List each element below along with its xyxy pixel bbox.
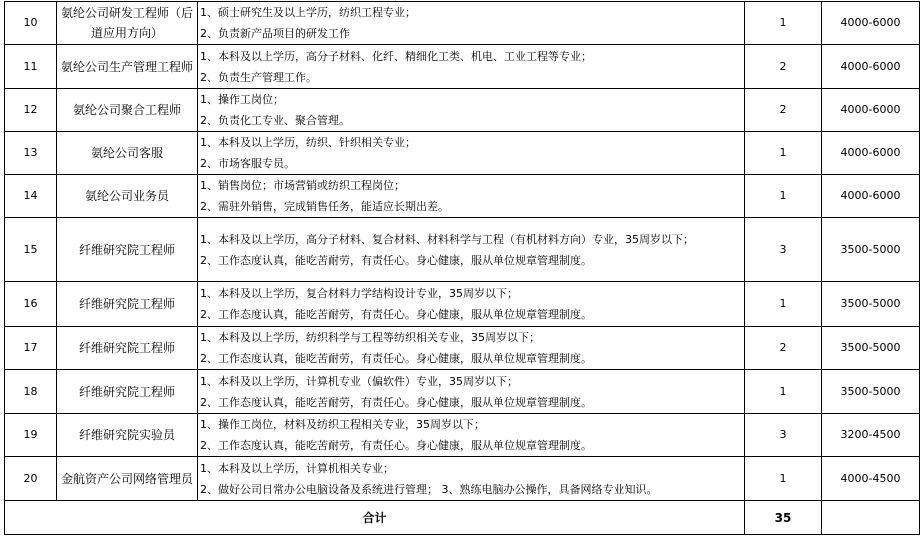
requirements-cell <box>198 327 745 370</box>
requirements-cell <box>198 2 745 45</box>
job-table <box>4 1 920 535</box>
total-label: 合计 <box>5 501 745 535</box>
row-number: 11 <box>5 45 57 89</box>
position-title: 纤维研究院工程师 <box>57 218 198 282</box>
row-number: 10 <box>5 2 57 45</box>
table-row <box>5 89 920 132</box>
requirement-line: 2、工作态度认真，能吃苦耐劳，有责任心。身心健康，服从单位规章管理制度。 <box>200 253 592 267</box>
row-number: 16 <box>5 282 57 327</box>
job-table-body <box>5 2 920 535</box>
table-row <box>5 282 920 327</box>
salary-range: 3500-5000 <box>822 282 920 327</box>
requirement-line: 1、本科及以上学历，计算机相关专业； <box>200 461 394 475</box>
requirement-line: 2、负责新产品项目的研发工作 <box>200 27 350 40</box>
headcount: 1 <box>745 175 822 218</box>
requirement-line: 1、操作工岗位； <box>200 93 284 106</box>
requirement-line: 1、本科及以上学历，高分子材料、复合材料、材料科学与工程（有机材料方向）专业，35周岁以下； <box>200 232 694 246</box>
salary-range: 3500-5000 <box>822 370 920 414</box>
table-row <box>5 175 920 218</box>
row-number: 18 <box>5 370 57 414</box>
total-salary-empty <box>822 501 920 535</box>
salary-range: 4000-4500 <box>822 457 920 501</box>
row-number: 15 <box>5 218 57 282</box>
table-row <box>5 218 920 282</box>
headcount: 2 <box>745 89 822 132</box>
salary-range: 3200-4500 <box>822 414 920 457</box>
requirement-line: 2、工作态度认真，能吃苦耐劳，有责任心。身心健康，服从单位规章管理制度。 <box>200 308 592 321</box>
headcount: 3 <box>745 414 822 457</box>
position-title: 氨纶公司客服 <box>57 132 198 175</box>
requirements-cell <box>198 370 745 414</box>
position-title: 纤维研究院工程师 <box>57 282 198 327</box>
salary-range: 3500-5000 <box>822 327 920 370</box>
headcount: 1 <box>745 2 822 45</box>
row-number: 13 <box>5 132 57 175</box>
requirement-line: 2、市场客服专员。 <box>200 157 295 170</box>
row-number: 20 <box>5 457 57 501</box>
requirement-line: 2、需驻外销售，完成销售任务，能适应长期出差。 <box>200 200 449 213</box>
row-number: 19 <box>5 414 57 457</box>
headcount: 1 <box>745 282 822 327</box>
headcount: 1 <box>745 132 822 175</box>
requirement-line: 2、工作态度认真，能吃苦耐劳，有责任心。身心健康，服从单位规章管理制度。 <box>200 395 592 409</box>
total-row <box>5 501 920 535</box>
table-row <box>5 370 920 414</box>
requirements-cell <box>198 175 745 218</box>
table-row <box>5 327 920 370</box>
position-title: 氨纶公司业务员 <box>57 175 198 218</box>
requirement-line: 2、负责化工专业、聚合管理。 <box>200 114 350 127</box>
requirement-line: 1、硕士研究生及以上学历，纺织工程专业； <box>200 6 416 19</box>
row-number: 12 <box>5 89 57 132</box>
position-title: 氨纶公司聚合工程师 <box>57 89 198 132</box>
requirements-cell <box>198 132 745 175</box>
salary-range: 4000-6000 <box>822 175 920 218</box>
position-title: 纤维研究院工程师 <box>57 370 198 414</box>
requirement-line: 2、工作态度认真，能吃苦耐劳，有责任心。身心健康，服从单位规章管理制度。 <box>200 439 592 452</box>
requirement-line: 1、销售岗位；市场营销或纺织工程岗位； <box>200 179 405 192</box>
table-row <box>5 457 920 501</box>
requirement-line: 1、操作工岗位，材料及纺织工程相关专业，35周岁以下； <box>200 418 485 431</box>
requirements-cell <box>198 414 745 457</box>
row-number: 17 <box>5 327 57 370</box>
position-title: 金航资产公司网络管理员 <box>57 457 198 501</box>
row-number: 14 <box>5 175 57 218</box>
salary-range: 3500-5000 <box>822 218 920 282</box>
position-title: 氨纶公司生产管理工程师 <box>57 45 198 89</box>
requirement-line: 2、负责生产管理工作。 <box>200 70 317 84</box>
headcount: 2 <box>745 327 822 370</box>
table-row <box>5 132 920 175</box>
requirement-line: 2、工作态度认真，能吃苦耐劳，有责任心。身心健康，服从单位规章管理制度。 <box>200 352 592 365</box>
salary-range: 4000-6000 <box>822 89 920 132</box>
salary-range: 4000-6000 <box>822 2 920 45</box>
table-row <box>5 2 920 45</box>
position-title: 纤维研究院实验员 <box>57 414 198 457</box>
requirement-line: 1、本科及以上学历，复合材料力学结构设计专业，35周岁以下； <box>200 287 518 300</box>
requirements-cell <box>198 89 745 132</box>
headcount: 3 <box>745 218 822 282</box>
salary-range: 4000-6000 <box>822 45 920 89</box>
total-count: 35 <box>745 501 822 535</box>
requirement-line: 1、本科及以上学历，纺织科学与工程等纺织相关专业，35周岁以下； <box>200 331 540 344</box>
headcount: 2 <box>745 45 822 89</box>
position-title: 纤维研究院工程师 <box>57 327 198 370</box>
requirement-line: 1、本科及以上学历，计算机专业（偏软件）专业，35周岁以下； <box>200 374 518 388</box>
salary-range: 4000-6000 <box>822 132 920 175</box>
requirements-cell <box>198 457 745 501</box>
headcount: 1 <box>745 370 822 414</box>
table-row <box>5 45 920 89</box>
requirement-line: 2、做好公司日常办公电脑设备及系统进行管理； 3、熟练电脑办公操作，具备网络专业知识。 <box>200 482 658 496</box>
requirement-line: 1、本科及以上学历，高分子材料、化纤、精细化工类、机电、工业工程等专业； <box>200 49 592 63</box>
requirements-cell <box>198 45 745 89</box>
requirements-cell <box>198 218 745 282</box>
headcount: 1 <box>745 457 822 501</box>
requirement-line: 1、本科及以上学历，纺织、针织相关专业； <box>200 136 416 149</box>
requirements-cell <box>198 282 745 327</box>
table-row <box>5 414 920 457</box>
position-title: 氨纶公司研发工程师（后道应用方向） <box>57 2 198 45</box>
